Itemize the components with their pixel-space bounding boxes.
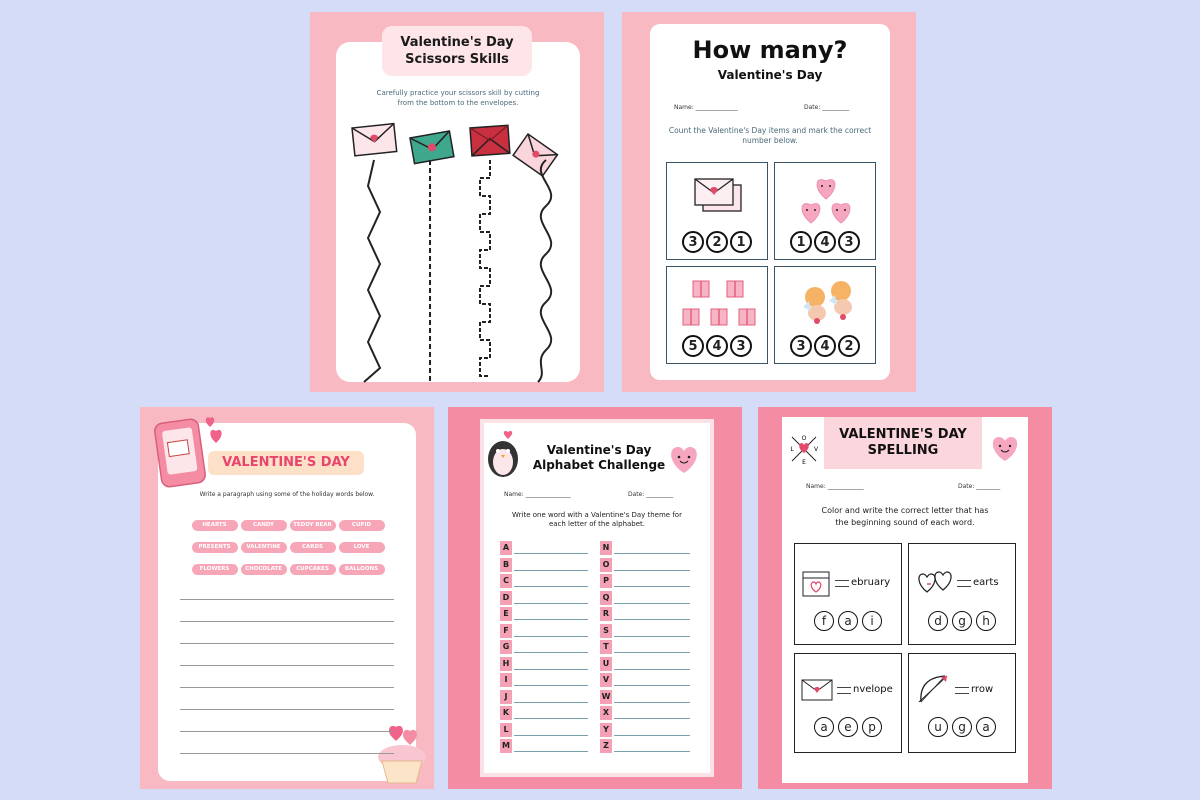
word-chip: PRESENTS — [192, 542, 238, 553]
writing-line[interactable] — [180, 643, 394, 644]
alphabet-letter: A — [500, 541, 512, 555]
answer-line[interactable] — [614, 619, 690, 620]
alphabet-title-line2: Alphabet Challenge — [532, 458, 666, 472]
count-box — [774, 266, 876, 364]
smiling-hearts-icon — [793, 171, 859, 225]
answer-line[interactable] — [514, 669, 588, 670]
answer-line[interactable] — [514, 603, 588, 604]
alphabet-letter: S — [600, 624, 612, 638]
number-option[interactable]: 3 — [838, 231, 860, 253]
word-chip: TEDDY BEAR — [290, 520, 336, 531]
date-field-label[interactable]: Date: _________ — [804, 104, 850, 111]
scissors-instruction — [350, 88, 566, 108]
spelling-item — [794, 653, 902, 753]
scissors-title — [382, 26, 532, 76]
cupcake-icon — [372, 723, 432, 785]
number-options — [775, 335, 875, 358]
count-box — [774, 162, 876, 260]
number-option[interactable]: 1 — [790, 231, 812, 253]
number-option[interactable]: 2 — [706, 231, 728, 253]
alphabet-letter: V — [600, 673, 612, 687]
how-many-instruction-line2: number below. — [742, 136, 798, 145]
scissors-instruction-line2: from the bottom to the envelopes. — [397, 99, 519, 107]
spelling-item — [908, 543, 1016, 645]
word-chip: HEARTS — [192, 520, 238, 531]
spelling-instruction-line2: the beginning sound of each word. — [835, 518, 975, 527]
answer-line[interactable] — [514, 702, 588, 703]
answer-line[interactable] — [614, 603, 690, 604]
how-many-heading: How many? — [692, 36, 848, 64]
number-option[interactable]: 3 — [682, 231, 704, 253]
letter-option[interactable]: f — [814, 611, 834, 631]
spelling-title-line2: SPELLING — [867, 443, 939, 458]
alphabet-letter: Z — [600, 739, 612, 753]
spelling-title-line1: VALENTINE'S DAY — [839, 427, 967, 442]
alphabet-letter: D — [500, 591, 512, 605]
bow-arrow-icon — [915, 672, 951, 706]
answer-line[interactable] — [514, 586, 588, 587]
word-chip: LOVE — [339, 542, 385, 553]
cutting-paths-illustration — [340, 120, 580, 386]
name-field-label[interactable]: Name: ______________ — [674, 104, 738, 111]
number-options — [667, 231, 767, 254]
alphabet-title-line1: Valentine's Day — [546, 443, 652, 457]
penguin-icon — [484, 431, 522, 479]
alphabet-letter: K — [500, 706, 512, 720]
number-option[interactable]: 4 — [814, 335, 836, 357]
letter-option[interactable]: a — [838, 611, 858, 631]
number-option[interactable]: 1 — [730, 231, 752, 253]
number-option[interactable]: 4 — [706, 335, 728, 357]
writing-line[interactable] — [180, 731, 394, 732]
scissors-title-line2: Scissors Skills — [405, 52, 509, 67]
answer-line[interactable] — [614, 718, 690, 719]
word-chip: CUPID — [339, 520, 385, 531]
answer-line[interactable] — [514, 718, 588, 719]
letter-option[interactable]: d — [928, 611, 948, 631]
envelope-icon — [801, 678, 833, 702]
alphabet-instruction-line2: each letter of the alphabet. — [548, 520, 646, 528]
answer-line[interactable] — [614, 751, 690, 752]
word-chip: CHOCOLATE — [241, 564, 287, 575]
number-option[interactable]: 4 — [814, 231, 836, 253]
answer-line[interactable] — [614, 652, 690, 653]
number-options — [775, 231, 875, 254]
letter-option[interactable]: i — [862, 611, 882, 631]
writing-line[interactable] — [180, 709, 394, 710]
envelope-icon — [410, 131, 454, 164]
word-chip: VALENTINE — [241, 542, 287, 553]
alphabet-letter: I — [500, 673, 512, 687]
spelling-sheet — [758, 407, 1052, 789]
number-option[interactable]: 3 — [730, 335, 752, 357]
spelling-title — [824, 417, 982, 469]
date-field-label[interactable]: Date: _________ — [628, 491, 674, 498]
date-field-label[interactable]: Date: ________ — [958, 483, 1001, 490]
answer-line[interactable] — [614, 685, 690, 686]
how-many-instruction-line1: Count the Valentine's Day items and mark the correct — [668, 126, 872, 135]
blank-line[interactable] — [957, 580, 971, 581]
envelope-icon — [352, 124, 397, 156]
answer-line[interactable] — [614, 553, 690, 554]
number-options — [667, 335, 767, 358]
name-field-label[interactable]: Name: _______________ — [504, 491, 571, 498]
number-option[interactable]: 2 — [838, 335, 860, 357]
love-compass-icon — [788, 433, 820, 465]
alphabet-letter: U — [600, 657, 612, 671]
alphabet-letter: B — [500, 558, 512, 572]
blank-line[interactable] — [957, 586, 971, 587]
alphabet-letter: T — [600, 640, 612, 654]
answer-line[interactable] — [514, 735, 588, 736]
number-option[interactable]: 3 — [790, 335, 812, 357]
spelling-item — [908, 653, 1016, 753]
writing-title: VALENTINE'S DAY — [208, 451, 364, 475]
answer-line[interactable] — [614, 702, 690, 703]
letter-option[interactable]: g — [952, 717, 972, 737]
envelope-icon — [513, 134, 557, 176]
letter-option[interactable]: a — [976, 717, 996, 737]
answer-line[interactable] — [614, 735, 690, 736]
letter-options — [909, 610, 1015, 631]
answer-line[interactable] — [514, 685, 588, 686]
alphabet-challenge-sheet — [448, 407, 742, 789]
blank-line[interactable] — [837, 693, 851, 694]
how-many-subheading: Valentine's Day — [717, 68, 823, 82]
alphabet-letter: H — [500, 657, 512, 671]
writing-line[interactable] — [180, 621, 394, 622]
alphabet-letter: J — [500, 690, 512, 704]
alphabet-letter: M — [500, 739, 512, 753]
answer-line[interactable] — [514, 570, 588, 571]
answer-line[interactable] — [514, 751, 588, 752]
partial-word: nvelope — [853, 684, 893, 695]
svg-text:E: E — [802, 459, 806, 465]
answer-line[interactable] — [514, 619, 588, 620]
word-chip: CUPCAKES — [290, 564, 336, 575]
spelling-item — [794, 543, 902, 645]
alphabet-letter: Q — [600, 591, 612, 605]
svg-text:O: O — [801, 435, 807, 442]
letter-options — [795, 610, 901, 631]
alphabet-letter: R — [600, 607, 612, 621]
writing-line[interactable] — [180, 665, 394, 666]
alphabet-letter: E — [500, 607, 512, 621]
answer-line[interactable] — [514, 553, 588, 554]
word-chip: BALLOONS — [339, 564, 385, 575]
spelling-instruction — [792, 505, 1018, 529]
word-chip: CANDY — [241, 520, 287, 531]
calendar-icon — [801, 568, 831, 598]
writing-instruction: Write a paragraph using some of the holiday words below. — [199, 491, 375, 498]
blank-line[interactable] — [835, 586, 849, 587]
writing-line[interactable] — [180, 687, 394, 688]
partial-word: ebruary — [851, 577, 891, 588]
smiling-heart-icon — [666, 443, 702, 475]
gift-boxes-icon — [681, 275, 757, 331]
alphabet-letter: O — [600, 558, 612, 572]
letter-option[interactable]: p — [862, 717, 882, 737]
spelling-instruction-line1: Color and write the correct letter that has — [821, 506, 989, 515]
smiling-heart-icon — [988, 433, 1022, 463]
word-chip: CARDS — [290, 542, 336, 553]
writing-line[interactable] — [180, 599, 394, 600]
letter-option[interactable]: e — [838, 717, 858, 737]
answer-line[interactable] — [614, 586, 690, 587]
blank-line[interactable] — [837, 687, 851, 688]
letter-options — [909, 716, 1015, 737]
letter-option[interactable]: a — [814, 717, 834, 737]
alphabet-letter: F — [500, 624, 512, 638]
answer-line[interactable] — [514, 636, 588, 637]
alphabet-instruction-line1: Write one word with a Valentine's Day theme for — [512, 511, 682, 519]
answer-line[interactable] — [514, 652, 588, 653]
alphabet-letter: Y — [600, 723, 612, 737]
scissors-title-line1: Valentine's Day — [400, 35, 514, 50]
alphabet-letter: P — [600, 574, 612, 588]
how-many-sheet — [622, 12, 916, 392]
writing-prompt-sheet — [140, 407, 434, 789]
blank-line[interactable] — [835, 580, 849, 581]
svg-text:L: L — [790, 446, 794, 453]
how-many-instruction — [658, 126, 882, 146]
alphabet-letter: C — [500, 574, 512, 588]
answer-line[interactable] — [614, 669, 690, 670]
svg-text:V: V — [813, 446, 819, 453]
hearts-icon — [915, 568, 955, 596]
name-field-label[interactable]: Name: ____________ — [806, 483, 864, 490]
scissors-instruction-line1: Carefully practice your scissors skill by cutting — [376, 89, 540, 97]
alphabet-letter: W — [600, 690, 612, 704]
count-box — [666, 266, 768, 364]
letter-options — [795, 716, 901, 737]
number-option[interactable]: 5 — [682, 335, 704, 357]
word-chip: FLOWERS — [192, 564, 238, 575]
alphabet-letter: G — [500, 640, 512, 654]
cupids-icon — [797, 277, 859, 327]
answer-line[interactable] — [614, 570, 690, 571]
alphabet-title — [518, 443, 680, 473]
partial-word: rrow — [971, 684, 994, 695]
envelope-icon — [470, 125, 510, 156]
word-bank — [186, 511, 390, 577]
blank-line[interactable] — [955, 693, 969, 694]
alphabet-instruction — [488, 511, 706, 529]
alphabet-letter: L — [500, 723, 512, 737]
count-box — [666, 162, 768, 260]
alphabet-letter: X — [600, 706, 612, 720]
letter-option[interactable]: h — [976, 611, 996, 631]
answer-line[interactable] — [614, 636, 690, 637]
envelopes-icon — [693, 177, 745, 217]
alphabet-letter: N — [600, 541, 612, 555]
blank-line[interactable] — [955, 687, 969, 688]
letter-option[interactable]: u — [928, 717, 948, 737]
writing-line[interactable] — [180, 753, 394, 754]
partial-word: earts — [973, 577, 999, 588]
letter-option[interactable]: g — [952, 611, 972, 631]
scissors-skills-sheet — [310, 12, 604, 392]
